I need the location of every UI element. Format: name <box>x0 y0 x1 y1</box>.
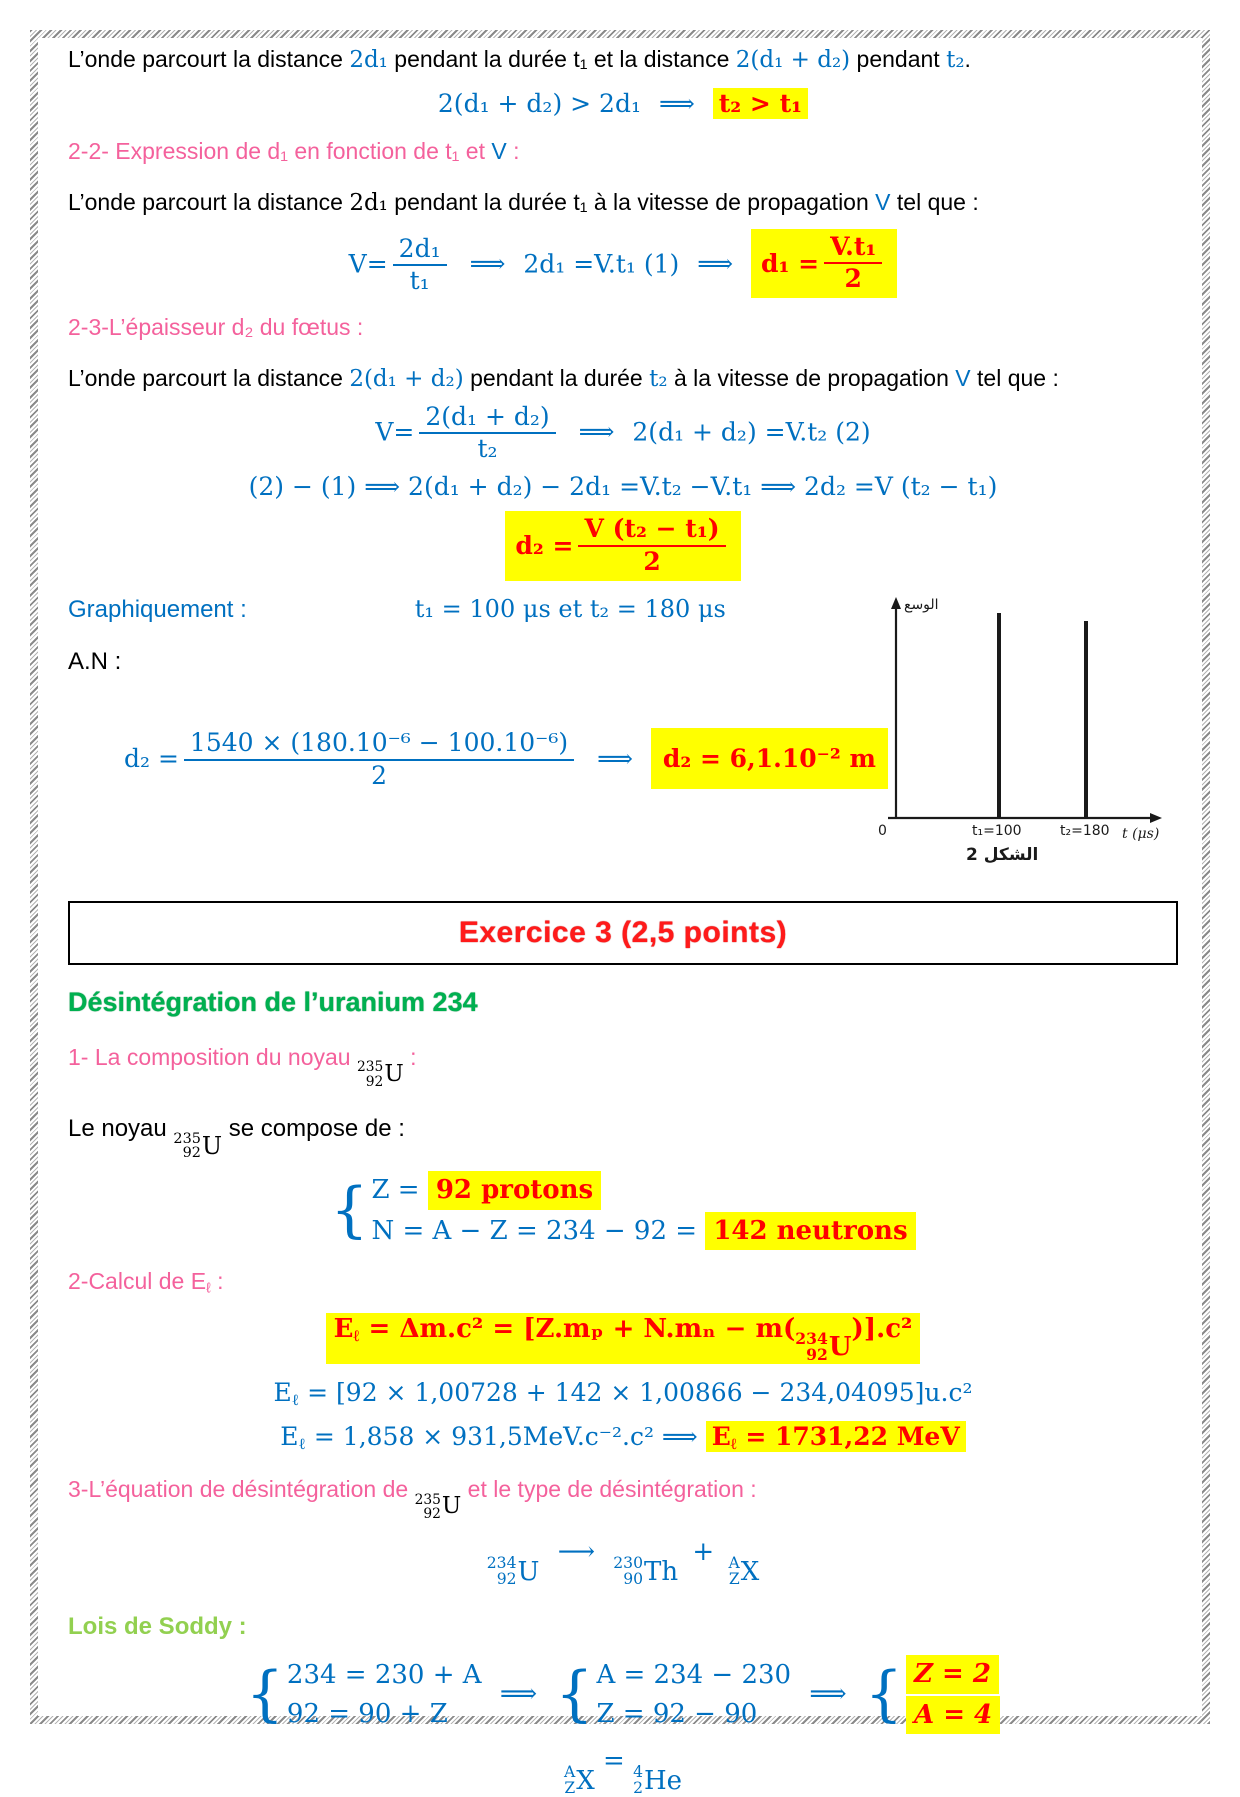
math-t2: t₂ <box>946 47 965 73</box>
composition-n-line <box>371 1212 915 1250</box>
brace-group-1 <box>246 1657 482 1732</box>
heading-text: et le type de désintégration : <box>461 1475 757 1502</box>
atomic-number: 92 <box>496 1569 517 1588</box>
result-lhs: d₁ = <box>761 248 820 278</box>
formula-el-numeric <box>68 1378 1178 1410</box>
atomic-number: 90 <box>623 1569 644 1588</box>
el-body: = Δm.c² = [Z.mₚ + N.mₙ − m( <box>359 1313 796 1344</box>
brace: { <box>555 1659 594 1730</box>
numerator: V.t₁ <box>824 233 882 265</box>
element-symbol: X <box>576 1765 595 1796</box>
graphiquement-label: Graphiquement : <box>68 595 247 623</box>
implies-arrow: ⟹ <box>499 1678 538 1709</box>
soddy-label: Lois de Soddy : <box>68 1613 247 1641</box>
denominator: t₂ <box>477 434 498 464</box>
highlight-t2-gt-t1: t₂ > t₁ <box>713 88 808 119</box>
brace-group-result <box>865 1655 1000 1734</box>
figure-origin-label: 0 <box>878 822 887 839</box>
graph-section <box>68 595 1178 887</box>
highlight-neutrons: 142 neutrons <box>705 1212 915 1250</box>
subscript-l: ℓ <box>206 1280 211 1297</box>
mass-number: 235 <box>414 1491 441 1508</box>
implies-arrow: ⟹ <box>809 1678 847 1709</box>
figure-t2-label: t₂=180 <box>1060 822 1110 839</box>
text-run: pendant la durée <box>463 365 650 392</box>
element-symbol: U <box>441 1493 462 1520</box>
brace: { <box>864 1659 903 1730</box>
nuclide-u235 <box>173 1132 222 1161</box>
element-symbol: Th <box>644 1556 679 1587</box>
t1-t2-values: t₁ = 100 μs et t₂ = 180 μs <box>414 594 726 623</box>
implies-arrow: ⟹ <box>658 89 695 119</box>
formula-d1 <box>68 229 1178 299</box>
soddy-line: A = 234 − 230 <box>596 1660 792 1691</box>
n-lhs: N = A − Z = 234 − 92 = <box>371 1215 706 1246</box>
highlight-protons: 92 protons <box>428 1171 601 1209</box>
highlight-a-value: A = 4 <box>906 1696 1000 1734</box>
math-2d1d2: 2(d₁ + d₂) <box>349 366 464 393</box>
text-run: L’onde parcourt la distance <box>68 46 350 72</box>
fraction-2d1d2-t2 <box>419 403 555 465</box>
highlight-d1-result <box>751 229 897 299</box>
highlight-el-formula <box>326 1313 921 1365</box>
text-run: se compose de : <box>222 1114 405 1142</box>
mass-number: A <box>563 1763 576 1781</box>
atomic-number: 92 <box>423 1505 441 1522</box>
figure-caption: الشكل 2 <box>966 844 1039 865</box>
nuclide-x <box>728 1553 760 1588</box>
text-run: tel que : <box>890 189 979 216</box>
heading-3-3 <box>68 1476 1178 1521</box>
e-symbol: E <box>280 1421 299 1451</box>
denominator: 2 <box>371 761 387 791</box>
v-equals: V= <box>375 416 415 446</box>
figure-y-axis-label: الوسع <box>904 596 939 613</box>
numerator: 2(d₁ + d₂) <box>419 403 555 435</box>
nuclide-th230 <box>613 1553 679 1588</box>
paragraph-noyau <box>68 1113 1178 1162</box>
v-equals: V= <box>348 248 388 278</box>
heading-text: : <box>210 1267 224 1294</box>
text-run: pendant la durée t₁ à la vitesse de propagation <box>387 189 876 216</box>
highlight-d2-result <box>505 511 740 581</box>
el-numeric-body: = [92 × 1,00728 + 142 × 1,00866 − 234,04095]u.c² <box>299 1378 973 1408</box>
mass-number: 234 <box>795 1329 828 1349</box>
equation-2: 2(d₁ + d₂) =V.t₂ (2) <box>632 416 871 446</box>
math-2d1d2: 2(d₁ + d₂) <box>735 47 851 73</box>
mass-number: A <box>728 1553 740 1572</box>
e-symbol: E <box>333 1313 354 1344</box>
atomic-number: 92 <box>365 1073 384 1090</box>
el-tail: )].c² <box>851 1313 913 1344</box>
implies-arrow: ⟹ <box>697 248 734 278</box>
soddy-line: Z = 92 − 90 <box>596 1698 758 1729</box>
text-run: à la vitesse de propagation <box>667 365 956 392</box>
numerator: V (t₂ − t₁) <box>578 515 725 547</box>
mass-number: 235 <box>173 1130 201 1147</box>
subscript-l: ℓ <box>730 1433 737 1453</box>
denominator: 2 <box>643 546 661 576</box>
element-symbol: U <box>517 1556 540 1587</box>
math-v: V <box>875 189 891 216</box>
nuclide-u235 <box>415 1493 462 1521</box>
highlight-z-value: Z = 2 <box>906 1655 999 1693</box>
el-value: = 1731,22 MeV <box>736 1421 960 1451</box>
uranium-title: Désintégration de l’uranium 234 <box>68 986 478 1017</box>
formula-inequality <box>68 89 1178 118</box>
nuclide-he4 <box>633 1765 682 1797</box>
e-symbol: E <box>711 1421 731 1451</box>
implies-arrow: ⟹ <box>469 248 506 278</box>
atomic-number: Z <box>564 1778 576 1797</box>
formula-soddy <box>68 1655 1178 1734</box>
formula-decay <box>68 1537 1178 1588</box>
heading-text: : <box>506 138 520 165</box>
equation-1: 2d₁ =V.t₁ (1) <box>523 248 680 278</box>
implies-arrow: ⟹ <box>597 743 633 773</box>
math-2d1: 2d₁ <box>349 47 388 73</box>
element-symbol: U <box>384 1061 404 1088</box>
text-run: pendant la durée t₁ et la distance <box>387 46 736 72</box>
math-v: V <box>491 138 507 165</box>
brace-group-2 <box>555 1657 791 1732</box>
element-symbol: He <box>643 1765 683 1796</box>
result-lhs: d₂ = <box>124 743 179 773</box>
figure-echo-signal <box>866 595 1168 877</box>
mass-number: 235 <box>356 1059 384 1076</box>
heading-text: 2-Calcul de E <box>68 1267 207 1294</box>
nuclide-u234 <box>486 1553 540 1588</box>
e-symbol: E <box>273 1378 292 1408</box>
text-run: L’onde parcourt la distance <box>68 189 350 216</box>
brace: { <box>330 1175 369 1246</box>
mass-number: 4 <box>633 1763 643 1781</box>
element-symbol: U <box>201 1132 223 1161</box>
result-lhs: d₂ = <box>515 531 574 561</box>
element-symbol: U <box>828 1332 852 1363</box>
formula-el-wrap <box>68 1313 1178 1365</box>
fraction-2d1-t1 <box>393 235 447 297</box>
paragraph-wave-travel <box>68 44 1178 75</box>
atomic-number: 92 <box>182 1145 201 1162</box>
math-t2: t₂ <box>649 366 668 393</box>
text-run: L’onde parcourt la distance <box>68 365 350 392</box>
brace-group <box>330 1171 915 1250</box>
subscript-l: ℓ <box>291 1390 300 1409</box>
subscript-l: ℓ <box>353 1325 360 1345</box>
formula-el-result <box>68 1422 1178 1454</box>
math-v: V <box>955 365 971 392</box>
heading-text: 3-L’équation de désintégration de <box>68 1475 415 1502</box>
soddy-line: 92 = 90 + Z <box>286 1698 448 1729</box>
mass-number: 234 <box>486 1553 517 1572</box>
reaction-arrow: ⟶ <box>557 1536 595 1567</box>
an-label: A.N : <box>68 647 122 675</box>
heading-text: : <box>403 1043 417 1070</box>
brace: { <box>245 1659 284 1730</box>
implies-arrow: ⟹ <box>578 416 615 446</box>
composition-z-line <box>371 1171 601 1209</box>
z-lhs: Z = <box>371 1175 428 1206</box>
highlight-d2-value: d₂ = 6,1.10⁻² m <box>651 728 888 789</box>
denominator: 2 <box>844 264 862 294</box>
denominator: t₁ <box>409 266 430 296</box>
subscript-l: ℓ <box>298 1434 306 1453</box>
figure-unit-label: t (μs) <box>1122 825 1160 842</box>
paragraph-wave-2d1 <box>68 187 1178 218</box>
math-2d1: 2d₁ <box>349 190 388 217</box>
atomic-number: 92 <box>806 1345 828 1365</box>
fraction-vt1-2 <box>824 233 882 295</box>
heading-2-2 <box>68 138 1178 165</box>
text-run: pendant <box>850 46 947 72</box>
heading-3-2 <box>68 1268 1178 1297</box>
nuclide-x <box>564 1765 595 1797</box>
mass-number: 230 <box>613 1553 644 1572</box>
highlight-el-value <box>706 1421 966 1452</box>
text-run: . <box>964 46 971 72</box>
paragraph-wave-2d1d2 <box>68 363 1178 394</box>
exercise-3-box <box>68 901 1178 965</box>
heading-text: 2-2- Expression de d₁ en fonction de t₁ et <box>68 138 492 165</box>
nuclide-u234 <box>795 1331 851 1363</box>
heading-3-1 <box>68 1044 1178 1089</box>
el-result-body: = 1,858 × 931,5MeV.c⁻².c² ⟹ <box>305 1421 706 1451</box>
heading-text: 1- La composition du noyau <box>68 1043 357 1070</box>
nuclide-u235 <box>357 1060 404 1088</box>
formula-composition <box>68 1171 1178 1250</box>
figure-t1-label: t₁=100 <box>972 822 1022 839</box>
fraction-vt2t1-2 <box>578 515 725 577</box>
atomic-number: Z <box>728 1569 740 1588</box>
soddy-line: 234 = 230 + A <box>286 1660 482 1691</box>
heading-2-3: 2-3-L’épaisseur d₂ du fœtus : <box>68 314 364 341</box>
text-run: tel que : <box>970 365 1059 392</box>
inequality-lhs: 2(d₁ + d₂) > 2d₁ <box>437 89 641 119</box>
equals-sign: = <box>603 1746 634 1777</box>
numerator: 1540 × (180.10⁻⁶ − 100.10⁻⁶) <box>184 729 574 761</box>
fraction-an <box>184 729 574 791</box>
numerator: 2d₁ <box>393 235 447 267</box>
formula-d2-result-wrap <box>68 511 1178 581</box>
formula-v-t2 <box>68 403 1178 465</box>
exercise-3-title: Exercice 3 (2,5 points) <box>458 915 788 949</box>
element-symbol: X <box>740 1556 760 1587</box>
plus-sign: + <box>692 1536 715 1567</box>
formula-helium <box>68 1746 1178 1797</box>
atomic-number: 2 <box>633 1778 643 1797</box>
formula-subtraction: (2) − (1) ⟹ 2(d₁ + d₂) − 2d₁ =V.t₂ −V.t₁ ⟹ 2d₂ =V (t₂ − t₁) <box>248 472 998 502</box>
text-run: Le noyau <box>68 1114 174 1142</box>
